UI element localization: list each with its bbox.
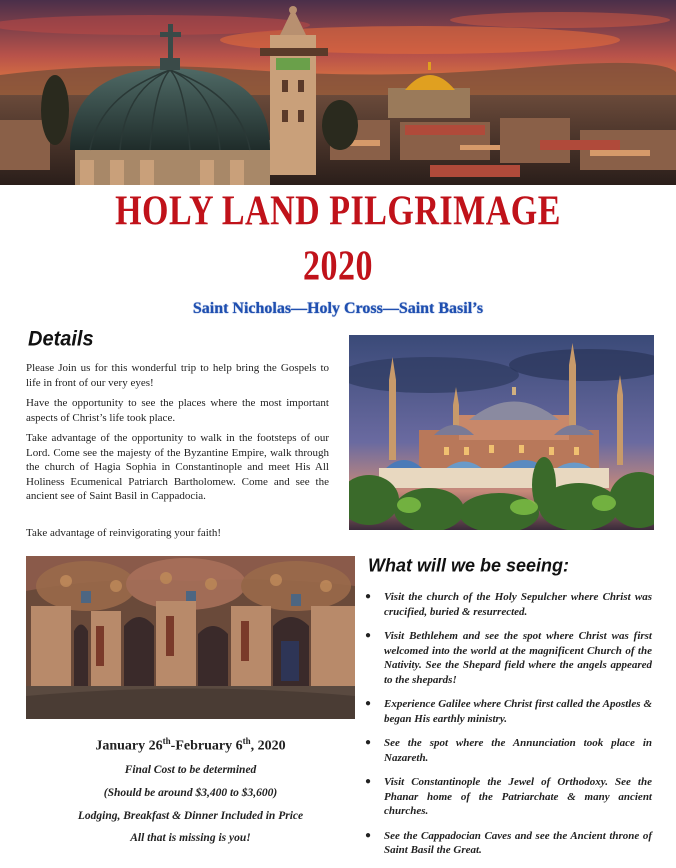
closing-note: All that is missing is you! xyxy=(130,832,251,844)
itinerary-list xyxy=(362,590,652,868)
details-paragraph: Take advantage of the opportunity to walk in the footsteps of our Lord. Come see the majesty of the Byzantine Empire, walk through the church of Hagia Sophia in Constantinople and meet His All Holiness Ecumenical Patriarch Bartholomew. Come and see the ancient see of Saint Basil in Cappadocia. xyxy=(26,432,329,502)
seeing-heading: What will we be seeing: xyxy=(368,554,570,576)
list-item xyxy=(362,590,652,619)
cost-range: (Should be around $3,400 to $3,600) xyxy=(103,787,278,799)
list-item-text: Visit Bethlehem and see the spot where Christ was first welcomed into the world at the magnificent Church of the Nativity. See the Shepard field where the angels appeared to the shepards! xyxy=(384,630,652,686)
hagia-sophia-photo xyxy=(349,335,654,530)
list-item-text: See the Cappadocian Caves and see the Ancient throne of Saint Basil the Great. xyxy=(384,829,652,856)
list-item xyxy=(362,775,652,819)
list-item xyxy=(362,629,652,687)
details-paragraph: Please Join us for this wonderful trip to help bring the Gospels to life in front of our very eyes! xyxy=(26,362,329,389)
trip-dates: January 26th-February 6th, 2020 xyxy=(95,736,286,754)
bullet-icon: ● xyxy=(365,591,372,602)
list-item xyxy=(362,697,652,726)
list-item xyxy=(362,829,652,858)
bullet-icon: ● xyxy=(365,776,372,787)
cappadocia-caves-photo xyxy=(26,556,355,719)
list-item-text: Visit the church of the Holy Sepulcher where Christ was crucified, buried & resurrected. xyxy=(384,591,652,618)
parishes-subtitle: Saint Nicholas—Holy Cross—Saint Basil’s xyxy=(192,300,484,317)
bullet-icon: ● xyxy=(365,698,372,709)
details-heading: Details xyxy=(28,327,94,351)
lodging-note: Lodging, Breakfast & Dinner Included in Price xyxy=(77,810,304,822)
bullet-icon: ● xyxy=(365,630,372,641)
jerusalem-skyline-photo xyxy=(0,0,676,185)
bullet-icon: ● xyxy=(365,737,372,748)
list-item-text: Experience Galilee where Christ first called the Apostles & began His earthly ministry. xyxy=(384,698,652,725)
list-item-text: See the spot where the Annunciation took place in Nazareth. xyxy=(384,737,652,764)
bullet-icon: ● xyxy=(365,829,372,841)
list-item xyxy=(362,736,652,765)
page-title-line1: HOLY LAND PILGRIMAGE xyxy=(115,188,561,235)
details-paragraph: Have the opportunity to see the places where the most important aspects of Christ’s life took place. xyxy=(26,397,329,424)
cost-note: Final Cost to be determined xyxy=(124,764,257,776)
details-paragraph: Take advantage of reinvigorating your faith! xyxy=(26,527,222,539)
page-title-year: 2020 xyxy=(303,243,373,290)
list-item-text: Visit Constantinople the Jewel of Orthodoxy. See the Phanar home of the Patriarchate & many ancient churches. xyxy=(384,776,652,817)
